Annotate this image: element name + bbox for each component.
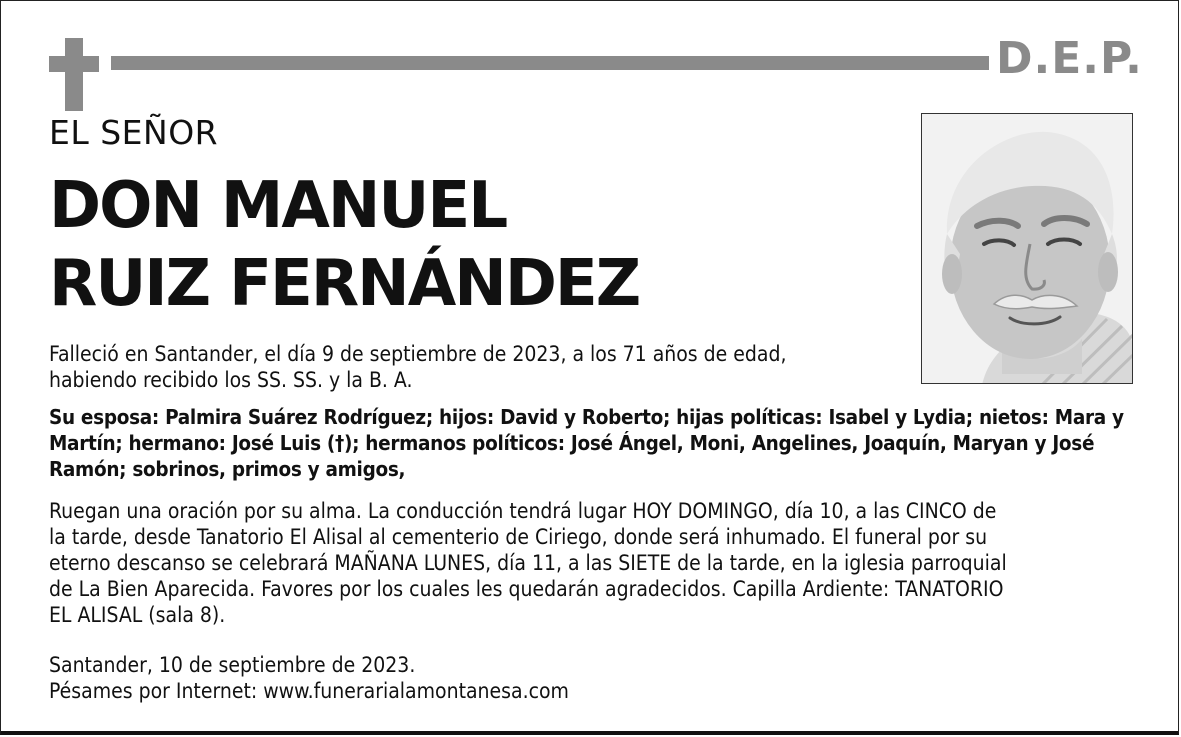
service-details-line: la tarde, desde Tanatorio El Alisal al cementerio de Ciriego, donde será inhumado. El funeral por su <box>49 525 988 549</box>
service-details-line: EL ALISAL (sala 8). <box>49 603 226 627</box>
name-line-2: RUIZ FERNÁNDEZ <box>49 247 640 321</box>
service-details-line: eterno descanso se celebrará MAÑANA LUNES, día 11, a las SIETE de la tarde, en la iglesia parroquial <box>49 551 1007 575</box>
family-list-line: Martín; hermano: José Luis (†); hermanos políticos: José Ángel, Moni, Angelines, Joaquín, Maryan y José <box>49 431 1095 455</box>
family-list-line: Ramón; sobrinos, primos y amigos, <box>49 457 406 481</box>
deceased-name <box>49 167 639 323</box>
notice-footer <box>49 652 1139 704</box>
service-details-line: Ruegan una oración por su alma. La conducción tendrá lugar HOY DOMINGO, día 10, a las CINCO de <box>49 499 997 523</box>
family-list-line: Su esposa: Palmira Suárez Rodríguez; hijos: David y Roberto; hijas políticas: Isabel y Lydia; nietos: Mara y <box>49 405 1124 429</box>
intro-label: EL SEÑOR <box>49 113 219 152</box>
condolences-website: Pésames por Internet: www.funerarialamontanesa.com <box>49 679 569 703</box>
death-details-line: Falleció en Santander, el día 9 de septiembre de 2023, a los 71 años de edad, <box>49 342 787 366</box>
dep-label: D.E.P. <box>996 33 1143 84</box>
service-details <box>49 498 1139 628</box>
death-details-line: habiendo recibido los SS. SS. y la B. A. <box>49 368 413 392</box>
cross-icon <box>49 38 99 111</box>
death-details <box>49 341 1139 393</box>
place-date: Santander, 10 de septiembre de 2023. <box>49 653 416 677</box>
name-line-1: DON MANUEL <box>49 169 507 243</box>
header-rule <box>111 56 989 70</box>
family-list <box>49 404 1139 482</box>
service-details-line: de La Bien Aparecida. Favores por los cuales les quedarán agradecidos. Capilla Ardiente: TANATORIO <box>49 577 1004 601</box>
